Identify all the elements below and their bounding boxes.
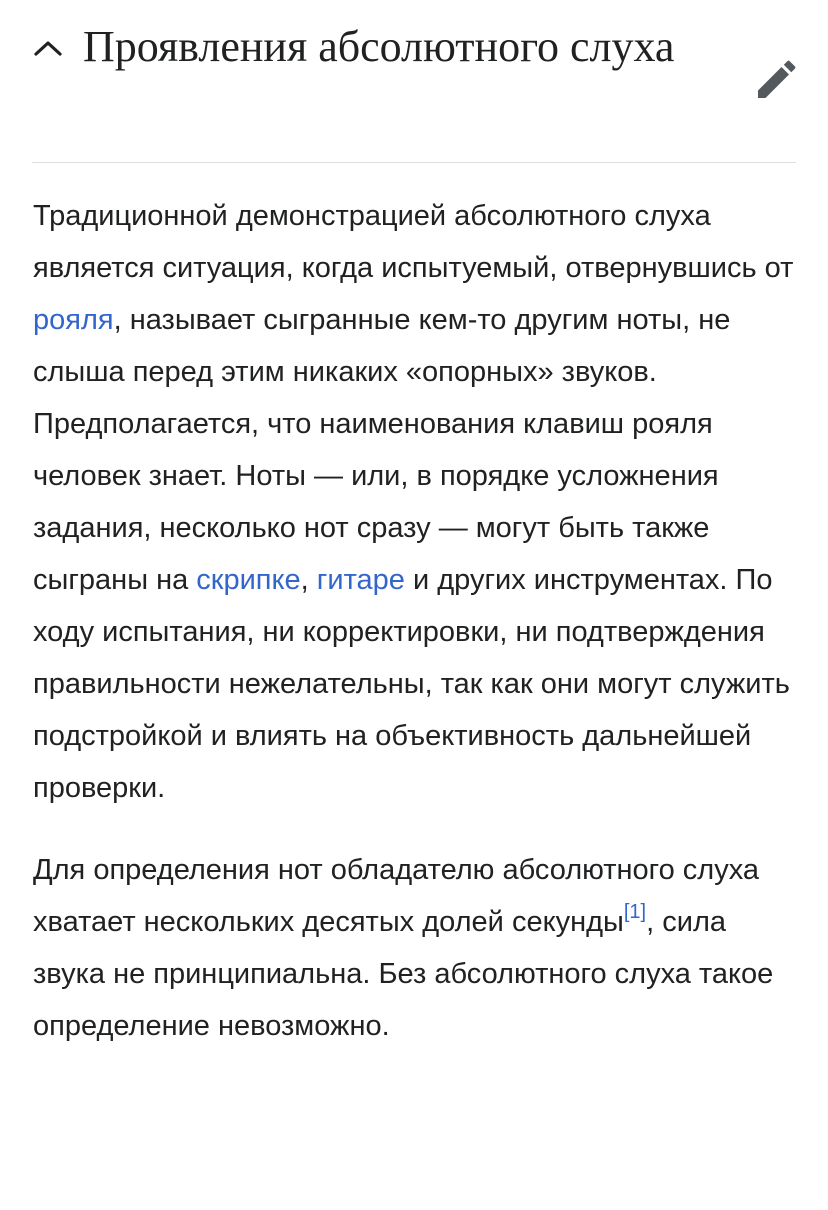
pencil-icon[interactable] — [752, 56, 800, 104]
paragraph-text: Традиционной демонстрацией абсолютного слуха является ситуация, когда испытуемый, отвернувшись от — [33, 200, 794, 284]
reference-superscript — [624, 901, 646, 923]
link-guitar[interactable]: гитаре — [316, 564, 405, 596]
reference-link-1[interactable]: [1] — [623, 901, 647, 924]
paragraph-text: , сила звука не принципиальна. Без абсолютного слуха такое определение невозможно. — [33, 906, 774, 1042]
paragraph-text: Для определения нот обладателю абсолютного слуха хватает нескольких десятых долей секунды — [33, 854, 760, 938]
chevron-up-icon[interactable] — [30, 30, 66, 66]
paragraph-2 — [33, 844, 803, 1052]
paragraph-text: и других инструментах. По ходу испытания, ни корректировки, ни подтверждения правильности нежелательны, так как они могут служить подстройкой и влиять на объективность дальнейшей проверки. — [33, 564, 790, 804]
paragraph-text: , — [300, 564, 317, 596]
section-header — [0, 0, 828, 164]
link-violin[interactable]: скрипке — [196, 564, 301, 596]
link-piano[interactable]: рояля — [33, 304, 114, 336]
article-content — [33, 190, 803, 1082]
section-title: Проявления абсолютного слуха — [83, 22, 675, 71]
paragraph-text: , называет сыгранные кем-то другим ноты, не слыша перед этим никаких «опорных» звуков. Предполагается, что наименования клавиш рояля человек знает. Ноты — или, в порядке усложнения задания, несколько нот сразу — могут быть также сыграны на — [33, 304, 731, 596]
paragraph-1 — [33, 190, 803, 814]
section-divider — [32, 162, 796, 163]
